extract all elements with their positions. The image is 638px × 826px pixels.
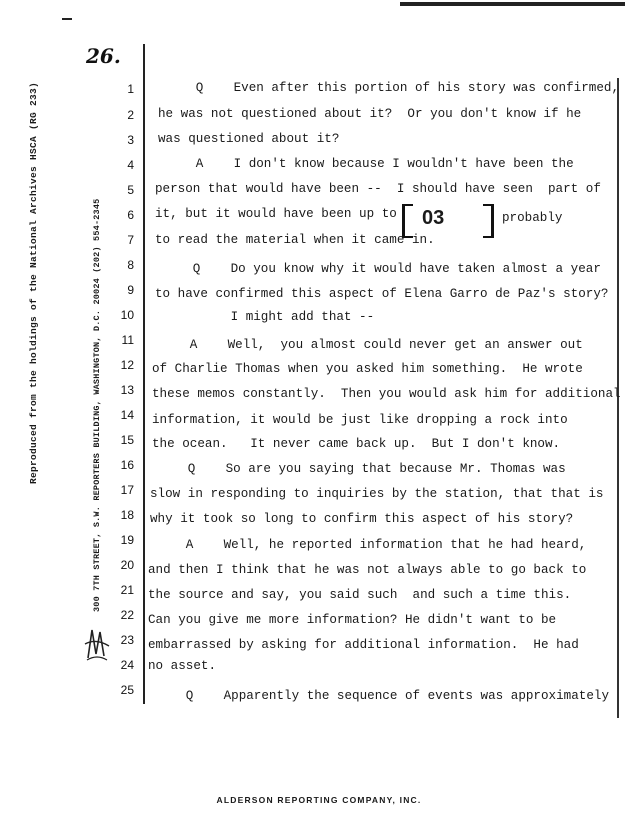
line-number: 19 (120, 533, 134, 547)
transcript-line: and then I think that he was not always able to go back to (148, 563, 587, 577)
transcript-line: Q Do you know why it would have taken almost a year (155, 262, 601, 276)
redaction-code: 03 (422, 207, 445, 229)
transcript-line: I might add that -- (155, 310, 375, 324)
line-number: 22 (120, 608, 134, 622)
transcript-line: A Well, you almost could never get an answer out (152, 338, 583, 352)
line-number: 16 (120, 458, 134, 472)
transcript-line: information, it would be just like dropping a rock into (152, 413, 568, 427)
line-number: 3 (127, 133, 134, 147)
line-number: 17 (120, 483, 134, 497)
line-number: 1 (127, 82, 134, 96)
reporting-company-footer: ALDERSON REPORTING COMPANY, INC. (216, 795, 422, 805)
transcript-line: embarrassed by asking for additional information. He had (148, 638, 579, 652)
line-number: 24 (120, 658, 134, 672)
line-number: 12 (120, 358, 134, 372)
right-bracket (483, 204, 494, 238)
transcript-line: no asset. (148, 659, 217, 673)
transcript-line: was questioned about it? (158, 132, 340, 146)
transcript-line: Q So are you saying that because Mr. Thomas was (150, 462, 566, 476)
transcript-line: the source and say, you said such and such a time this. (148, 588, 572, 602)
archive-source-note: Reproduced from the holdings of the National Archives HSCA (RG 233) (28, 81, 39, 484)
line-number: 10 (120, 308, 134, 322)
left-margin-rule (143, 44, 145, 704)
top-scan-rule (400, 2, 625, 6)
transcript-line: A Well, he reported information that he had heard, (148, 538, 587, 552)
transcript-line: to read the material when it came in. (155, 233, 435, 247)
line-number: 20 (120, 558, 134, 572)
transcript-line: he was not questioned about it? Or you don't know if he (158, 107, 582, 121)
line-number: 8 (127, 258, 134, 272)
handwritten-mark-icon (82, 624, 112, 664)
transcript-line: to have confirmed this aspect of Elena Garro de Paz's story? (155, 287, 609, 301)
line-number: 9 (127, 283, 134, 297)
line-number: 5 (127, 183, 134, 197)
transcript-line: Q Apparently the sequence of events was approximately (148, 689, 610, 703)
line-number: 14 (120, 408, 134, 422)
line-number: 25 (120, 683, 134, 697)
transcript-line: A I don't know because I wouldn't have been the (158, 157, 574, 171)
line-number: 13 (120, 383, 134, 397)
line-number: 6 (127, 208, 134, 222)
line-number: 23 (120, 633, 134, 647)
transcript-line: why it took so long to confirm this aspect of his story? (150, 512, 574, 526)
redaction-bracket (402, 204, 494, 236)
transcript-line: the ocean. It never came back up. But I don't know. (152, 437, 561, 451)
line-number: 2 (127, 108, 134, 122)
transcript-line: person that would have been -- I should have seen part of (155, 182, 601, 196)
transcript-line: these memos constantly. Then you would ask him for additional (152, 387, 621, 401)
line-number: 15 (120, 433, 134, 447)
line-number: 7 (127, 233, 134, 247)
line-number: 11 (121, 333, 134, 347)
transcript-line: it, but it would have been up to (155, 207, 397, 221)
line-number: 18 (120, 508, 134, 522)
transcript-line: Q Even after this portion of his story was confirmed, (158, 81, 620, 95)
line-number: 4 (127, 158, 134, 172)
top-scan-mark (62, 18, 72, 20)
transcript-line: slow in responding to inquiries by the station, that that is (150, 487, 604, 501)
reporter-address-note: 300 7TH STREET, S.W. REPORTERS BUILDING, WASHINGTON, D.C. 20024 (202) 554-2345 (92, 198, 102, 612)
transcript-line: Can you give me more information? He didn't want to be (148, 613, 557, 627)
transcript-line: of Charlie Thomas when you asked him something. He wrote (152, 362, 583, 376)
line-number: 21 (120, 583, 134, 597)
page-number: 26. (86, 44, 121, 68)
transcript-line: probably (502, 211, 563, 225)
